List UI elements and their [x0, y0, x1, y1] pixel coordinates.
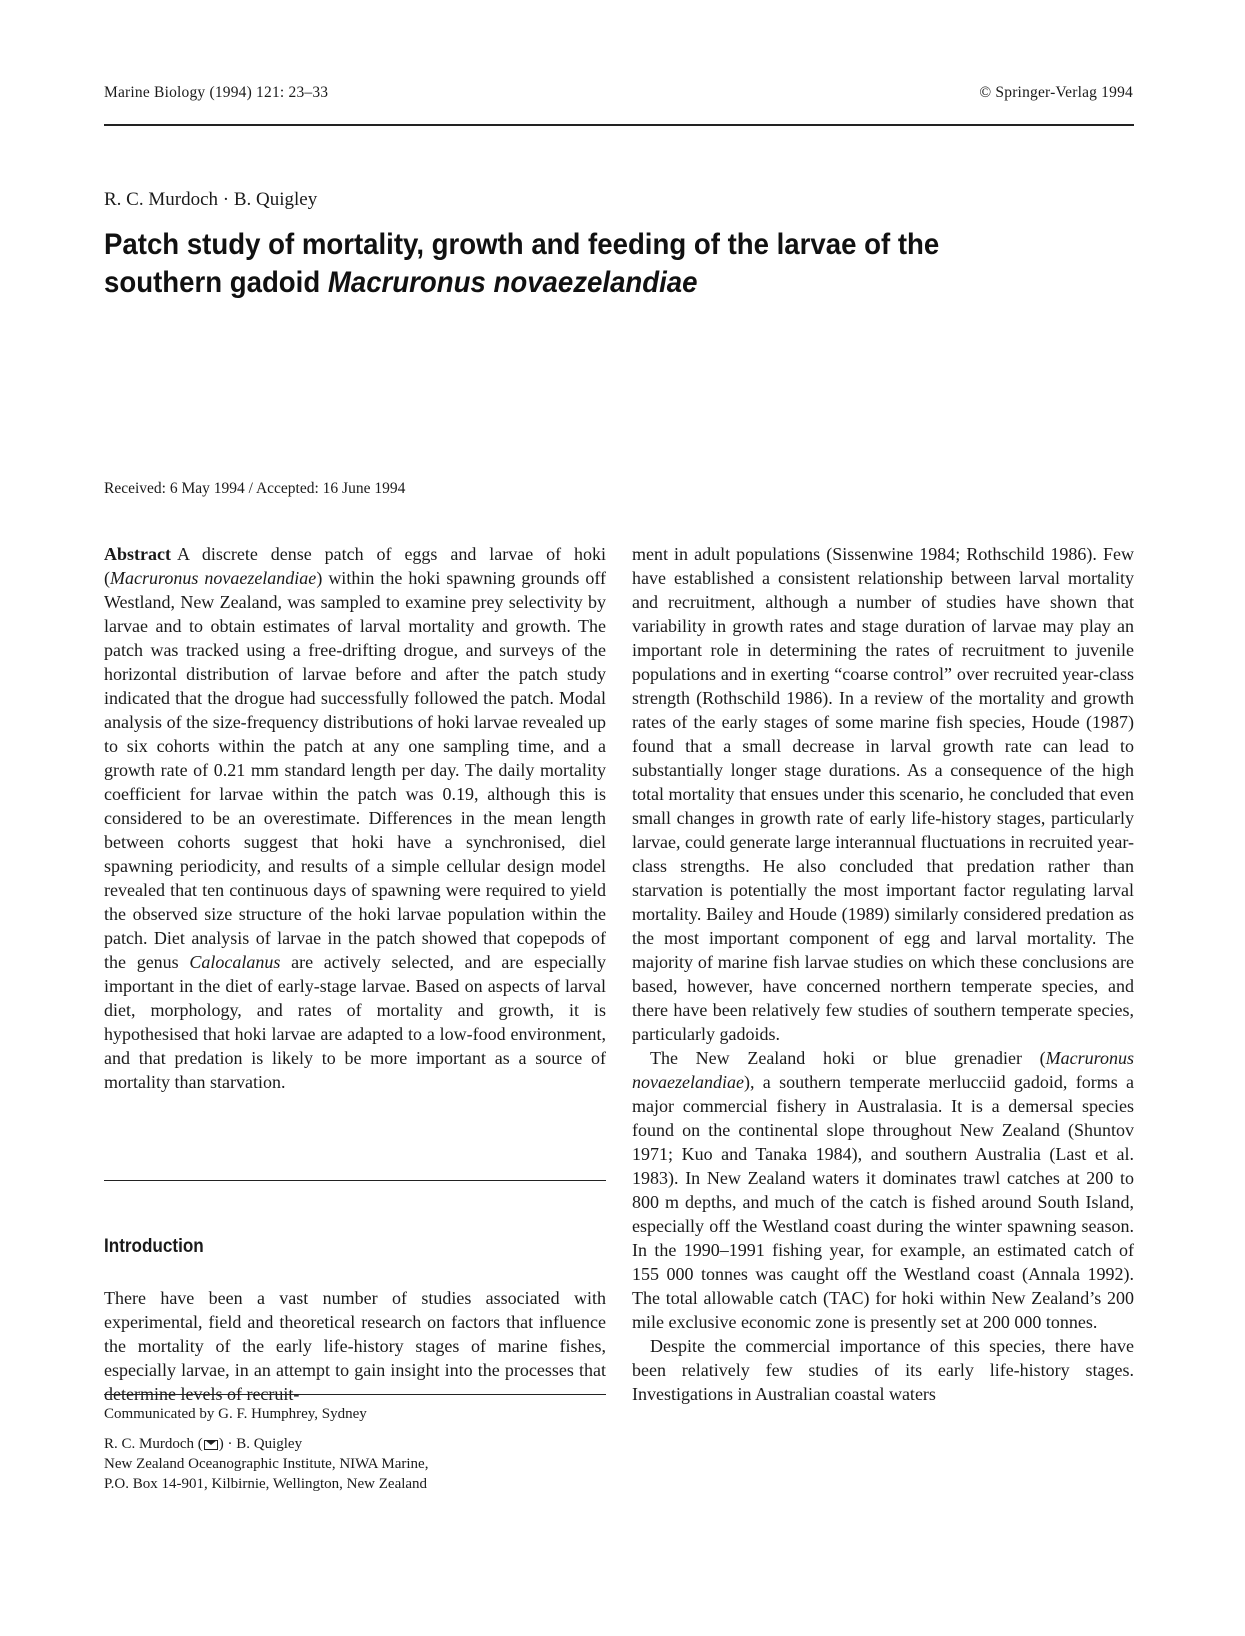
body-column-right	[632, 542, 1134, 1406]
abstract-label: Abstract	[104, 544, 171, 564]
envelope-icon	[204, 1440, 218, 1450]
title-species: Macruronus novaezelandiae	[327, 266, 698, 299]
abstract-paragraph: Abstract A discrete dense patch of eggs and larvae of hoki (Macruronus novaezelandiae) within the hoki spawning grounds off Westland, New Zealand, was sampled to examine prey selectivity by larvae and to obtain estimates of larval mortality and growth. The patch was tracked using a free-drifting drogue, and surveys of the horizontal distribution of larvae before and after the patch study indicated that the drogue had successfully followed the patch. Modal analysis of the size-frequency distributions of hoki larvae revealed up to six cohorts within the patch at any one sampling time, and a growth rate of 0.21 mm standard length per day. The daily mortality coefficient for larvae within the patch was 0.19, although this is considered to be an overestimate. Differences in the mean length between cohorts suggest that hoki have a synchronised, diel spawning periodicity, and results of a simple cellular design model revealed that ten continuous days of spawning were required to yield the observed size structure of the hoki larvae population within the patch. Diet analysis of larvae in the patch showed that copepods of the genus Calocalanus are actively selected, and are especially important in the diet of early-stage larvae. Based on aspects of larval diet, morphology, and rates of mortality and growth, it is hypothesised that hoki larvae are adapted to a low-food environment, and that predation is likely to be more important as a source of mortality than starvation.	[104, 544, 606, 1092]
header-rule	[104, 124, 1134, 126]
introduction-paragraph: There have been a vast number of studies associated with experimental, field and theoretical research on factors that influence the mortality of the early life-history stages of marine fishes, especially larvae, in an attempt to gain insight into the processes that determine levels of recruit-	[104, 1288, 606, 1404]
body-paragraph: ment in adult populations (Sissenwine 1984; Rothschild 1986). Few have established a consistent relationship between larval mortality and recruitment, although a number of studies have shown that variability in growth rates and stage duration of larvae may play an important role in determining the rates of recruitment to juvenile populations and in exerting “coarse control” over recruited year-class strength (Rothschild 1986). In a review of the mortality and growth rates of the early stages of some marine fish species, Houde (1987) found that a small decrease in larval growth rate can lead to substantially longer stage durations. As a consequence of the high total mortality that ensues under this scenario, he concluded that even small changes in growth rate of early life-history stages, particularly larvae, could generate large interannual fluctuations in recruited year-class strengths. He also concluded that predation rather than starvation is potentially the most important factor regulating larval mortality. Bailey and Houde (1989) similarly considered predation as the most important component of egg and larval mortality. The majority of marine fish larvae studies on which these conclusions are based, however, have concerned northern temperate species, and there have been relatively few studies of southern temperate species, particularly gadoids.	[632, 544, 1134, 1044]
title-text: Patch study of mortality, growth and feeding of the larvae of the southern gadoid	[104, 228, 940, 299]
received-dates: Received: 6 May 1994 / Accepted: 16 June 1994	[104, 480, 406, 497]
communicated-by: Communicated by G. F. Humphrey, Sydney	[104, 1406, 367, 1422]
paper-title	[104, 226, 1061, 302]
species-name: Macruronus novaezelandiae	[632, 1048, 1134, 1092]
body-paragraph: Despite the commercial importance of this species, there have been relatively few studies of its early life-history stages. Investigations in Australian coastal waters	[632, 1336, 1134, 1404]
institute: New Zealand Oceanographic Institute, NIWA Marine,	[104, 1456, 429, 1472]
body-paragraph: The New Zealand hoki or blue grenadier (Macruronus novaezelandiae), a southern temperate merlucciid gadoid, forms a major commercial fishery in Australasia. It is a demersal species found on the continental slope throughout New Zealand (Shuntov 1971; Kuo and Tanaka 1984), and southern Australia (Last et al. 1983). In New Zealand waters it dominates trawl catches at 200 to 800 m depths, and much of the catch is fished around South Island, especially off the Westland coast during the winter spawning season. In the 1990–1991 fishing year, for example, an estimated catch of 155 000 tonnes was caught off the Westland coast (Annala 1992). The total allowable catch (TAC) for hoki within New Zealand’s 200 mile exclusive economic zone is presently set at 200 000 tonnes.	[632, 1048, 1134, 1332]
footnote-rule	[104, 1394, 606, 1395]
author-correspondence: R. C. Murdoch ( ) · B. Quigley	[104, 1436, 303, 1452]
species-name: Macruronus novaezelandiae	[110, 568, 317, 588]
address: P.O. Box 14-901, Kilbirnie, Wellington, New Zealand	[104, 1476, 428, 1492]
introduction-heading: Introduction	[104, 1236, 204, 1257]
author-list: R. C. Murdoch · B. Quigley	[104, 189, 318, 210]
section-rule	[104, 1180, 606, 1181]
abstract	[104, 542, 606, 1094]
publisher-copyright: © Springer-Verlag 1994	[979, 84, 1133, 101]
genus-name: Calocalanus	[189, 952, 281, 972]
journal-citation: Marine Biology (1994) 121: 23–33	[104, 84, 329, 101]
